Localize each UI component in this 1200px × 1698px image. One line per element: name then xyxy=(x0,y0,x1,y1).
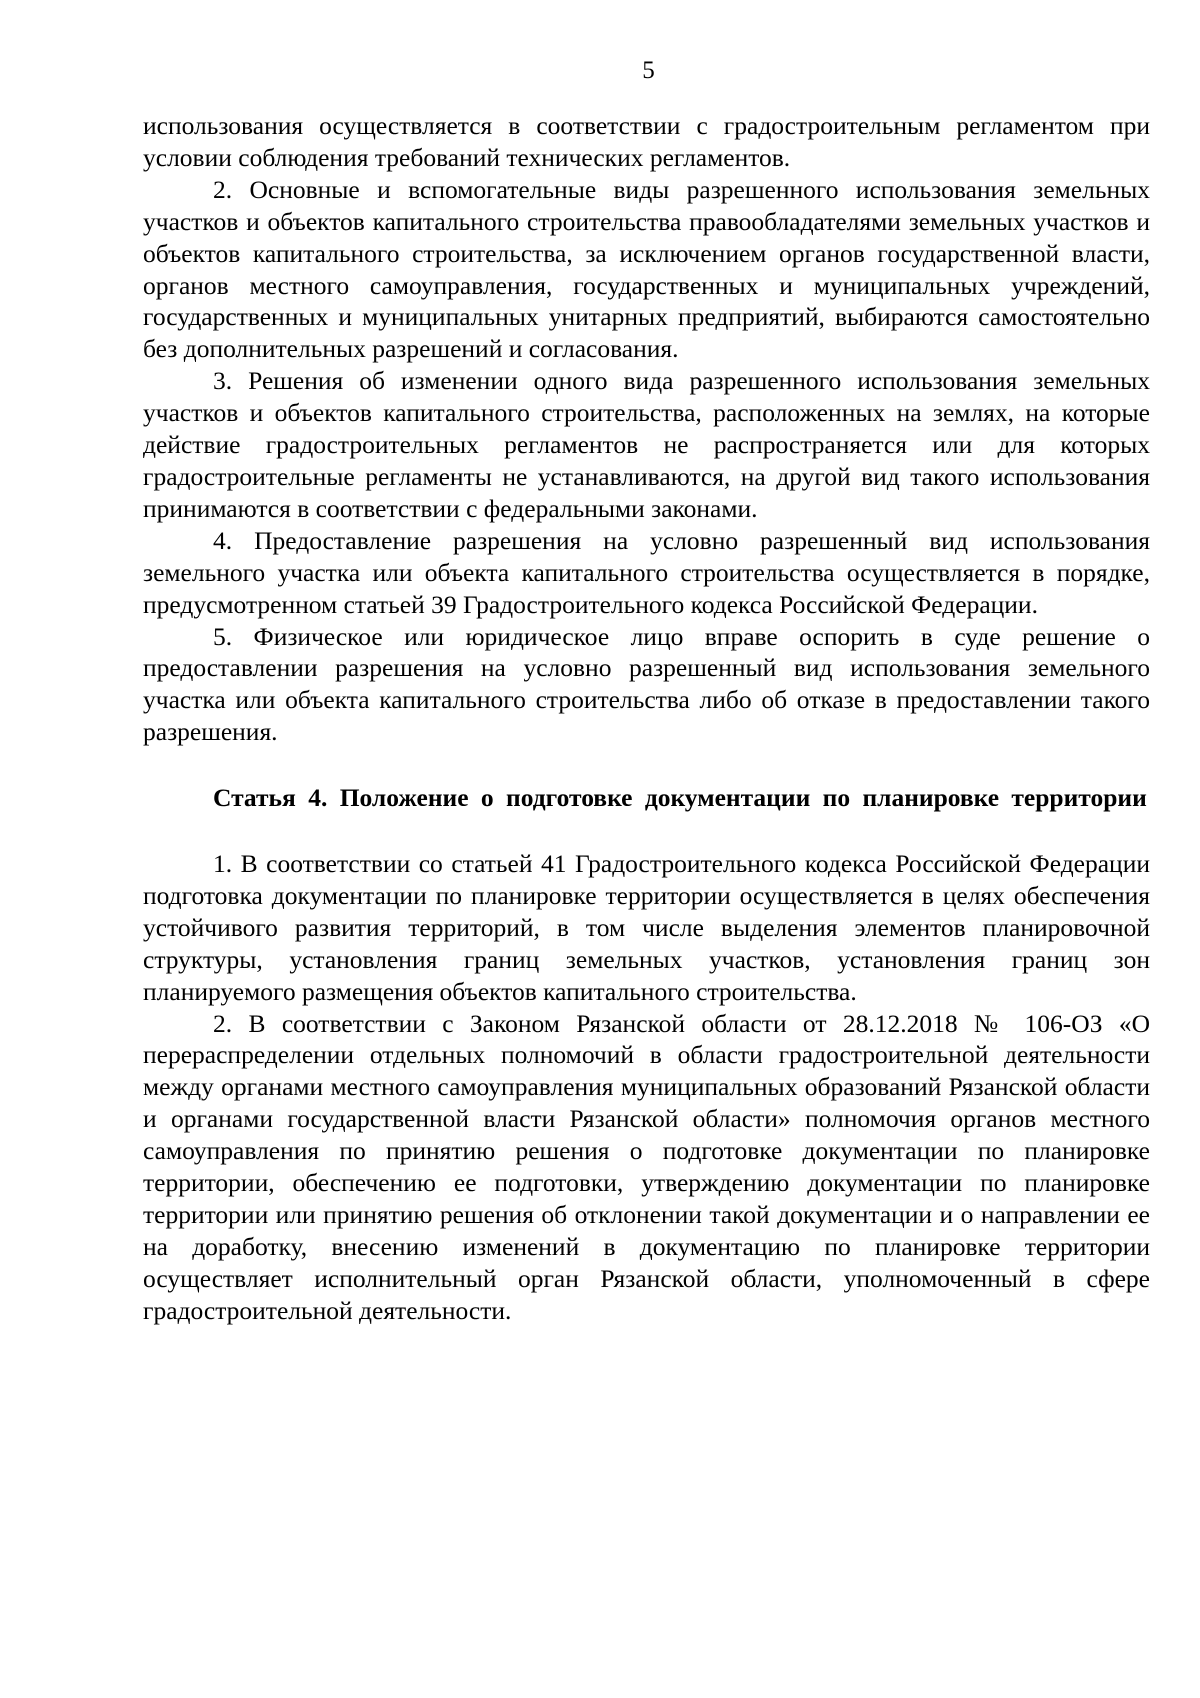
paragraphs-before xyxy=(143,110,1150,748)
article-4-paragraph-1: 1. В соответствии со статьей 41 Градостроительного кодекса Российской Федерации подготовка документации по планировке территории осуществляется в целях обеспечения устойчивого развития территорий, в том числе выделения элементов планировочной структуры, установления границ земельных участков, установления границ зон планируемого размещения объектов капитального строительства. xyxy=(143,849,1150,1006)
article-4-paragraph-2: 2. В соответствии с Законом Рязанской области от 28.12.2018 № 106-ОЗ «О перераспределении отдельных полномочий в области градостроительной деятельности между органами местного самоуправления муниципальных образований Рязанской области и органами государственной власти Рязанской области» полномочия органов местного самоуправления по принятию решения о подготовке документации по планировке территории, обеспечению ее подготовки, утверждению документации по планировке территории или принятию решения об отклонении такой документации и о направлении ее на доработку, внесению изменений в документацию по планировке территории осуществляет исполнительный орган Рязанской области, уполномоченный в сфере градостроительной деятельности. xyxy=(143,1008,1150,1325)
page-number: 5 xyxy=(642,57,655,84)
paragraph-item-3: 3. Решения об изменении одного вида разрешенного использования земельных участков и объектов капитального строительства, расположенных на землях, на которые действие градостроительных регламентов не распространяется или для которых градостроительные регламенты не устанавливаются, на другой вид такого использования принимаются в соответствии с федеральными законами. xyxy=(143,366,1150,523)
paragraph-item-4: 4. Предоставление разрешения на условно разрешенный вид использования земельного участка или объекта капитального строительства осуществляется в порядке, предусмотренном статьей 39 Градостроительного кодекса Российской Федерации. xyxy=(143,525,1150,619)
paragraph-item-2: 2. Основные и вспомогательные виды разрешенного использования земельных участков и объектов капитального строительства правообладателями земельных участков и объектов капитального строительства, за исключением органов государственной власти, органов местного самоуправления, государственных и муниципальных учреждений, государственных и муниципальных унитарных предприятий, выбираются самостоятельно без дополнительных разрешений и согласования. xyxy=(143,174,1150,364)
article-heading: Статья 4. Положение о подготовке документации по планировке территории xyxy=(213,783,1147,813)
paragraph-item-5: 5. Физическое или юридическое лицо вправе оспорить в суде решение о предоставлении разрешения на условно разрешенный вид использования земельного участка или объекта капитального строительства либо об отказе в предоставлении такого разрешения. xyxy=(143,621,1150,747)
paragraphs-after xyxy=(143,848,1150,1327)
paragraph-continuation: использования осуществляется в соответствии с градостроительным регламентом при условии соблюдения требований технических регламентов. xyxy=(143,111,1150,172)
